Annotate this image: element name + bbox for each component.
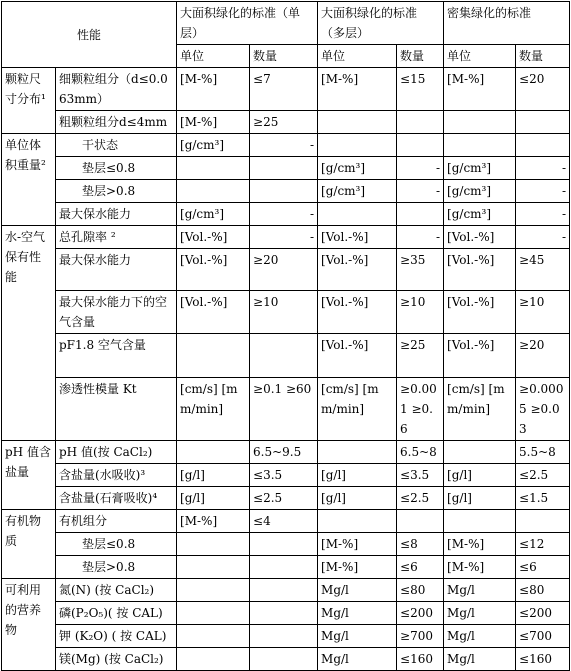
- unit-cell: [g/cm³]: [444, 180, 516, 203]
- unit-cell: [M-%]: [444, 556, 516, 579]
- table-row: [2, 378, 570, 441]
- quantity-cell: -: [516, 180, 570, 203]
- table-row: [2, 111, 570, 134]
- quantity-cell: ≤700: [516, 625, 570, 648]
- header-unit: 单位: [444, 45, 516, 68]
- unit-cell: [318, 134, 397, 157]
- unit-cell: [318, 441, 397, 464]
- unit-cell: [g/cm³]: [177, 134, 250, 157]
- quantity-cell: -: [516, 203, 570, 226]
- property-cell: 垫层>0.8: [56, 180, 177, 203]
- unit-cell: Mg/l: [318, 625, 397, 648]
- property-cell: 最大保水能力下的空气含量: [56, 291, 177, 334]
- quantity-cell: ≥0.001 ≥0.6: [397, 378, 444, 441]
- quantity-cell: ≥700: [397, 625, 444, 648]
- table-row: [2, 556, 570, 579]
- unit-cell: [g/cm³]: [177, 203, 250, 226]
- unit-cell: [g/l]: [444, 464, 516, 487]
- quantity-cell: ≤6: [516, 556, 570, 579]
- quantity-cell: ≤7: [250, 68, 318, 111]
- quantity-cell: ≤1.5: [516, 487, 570, 510]
- unit-cell: Mg/l: [318, 602, 397, 625]
- category-cell: 颗粒尺寸分布¹: [2, 68, 56, 134]
- quantity-cell: ≤200: [397, 602, 444, 625]
- unit-cell: [M-%]: [318, 68, 397, 111]
- category-cell: pH 值含盐量: [2, 441, 56, 510]
- unit-cell: [M-%]: [318, 556, 397, 579]
- category-cell: 可利用的营养物: [2, 579, 56, 671]
- property-cell: 垫层≤0.8: [56, 533, 177, 556]
- unit-cell: [cm/s] [mm/min]: [444, 378, 516, 441]
- property-cell: 钾 (K₂O) ( 按 CAL): [56, 625, 177, 648]
- quantity-cell: ≥20: [516, 334, 570, 378]
- property-cell: 含盐量(水吸收)³: [56, 464, 177, 487]
- standards-table: [1, 1, 570, 671]
- property-cell: 磷(P₂O₅)( 按 CAL): [56, 602, 177, 625]
- unit-cell: [Vol.-%]: [444, 226, 516, 249]
- quantity-cell: ≥25: [397, 334, 444, 378]
- quantity-cell: [516, 134, 570, 157]
- unit-cell: [177, 157, 250, 180]
- unit-cell: [Vol.-%]: [177, 291, 250, 334]
- property-cell: 总孔隙率 ²: [56, 226, 177, 249]
- quantity-cell: ≥10: [397, 291, 444, 334]
- unit-cell: [177, 625, 250, 648]
- unit-cell: [Vol.-%]: [318, 291, 397, 334]
- quantity-cell: ≥20: [250, 249, 318, 291]
- unit-cell: [318, 203, 397, 226]
- quantity-cell: ≤200: [516, 602, 570, 625]
- quantity-cell: ≥10: [250, 291, 318, 334]
- quantity-cell: [397, 111, 444, 134]
- unit-cell: [177, 441, 250, 464]
- quantity-cell: -: [250, 203, 318, 226]
- unit-cell: [Vol.-%]: [444, 249, 516, 291]
- header-group: 大面积绿化的标准（多层）: [318, 2, 444, 45]
- quantity-cell: 6.5~8: [397, 441, 444, 464]
- table-row: [2, 180, 570, 203]
- table-row: [2, 226, 570, 249]
- quantity-cell: [397, 203, 444, 226]
- header-unit: 单位: [177, 45, 250, 68]
- property-cell: 粗颗粒组分d≤4mm: [56, 111, 177, 134]
- property-cell: 细颗粒组分（d≤0.063mm）: [56, 68, 177, 111]
- property-cell: 镁(Mg) (按 CaCl₂): [56, 648, 177, 671]
- unit-cell: [Vol.-%]: [177, 249, 250, 291]
- quantity-cell: ≤160: [397, 648, 444, 671]
- unit-cell: [444, 441, 516, 464]
- unit-cell: [177, 579, 250, 602]
- table-row: [2, 533, 570, 556]
- unit-cell: [Vol.-%]: [177, 226, 250, 249]
- quantity-cell: [397, 510, 444, 533]
- unit-cell: [444, 111, 516, 134]
- unit-cell: [g/cm³]: [318, 157, 397, 180]
- header-property: 性能: [2, 2, 177, 68]
- quantity-cell: ≤8: [397, 533, 444, 556]
- quantity-cell: ≤3.5: [397, 464, 444, 487]
- unit-cell: Mg/l: [318, 579, 397, 602]
- quantity-cell: -: [397, 180, 444, 203]
- quantity-cell: ≤12: [516, 533, 570, 556]
- header-unit: 单位: [318, 45, 397, 68]
- unit-cell: [g/cm³]: [318, 180, 397, 203]
- unit-cell: [177, 180, 250, 203]
- unit-cell: [177, 602, 250, 625]
- category-cell: 单位体积重量²: [2, 134, 56, 226]
- quantity-cell: ≥0.1 ≥60: [250, 378, 318, 441]
- property-cell: 含盐量(石膏吸收)⁴: [56, 487, 177, 510]
- quantity-cell: [250, 625, 318, 648]
- quantity-cell: [516, 111, 570, 134]
- quantity-cell: -: [250, 134, 318, 157]
- unit-cell: [Vol.-%]: [318, 249, 397, 291]
- table-row: [2, 68, 570, 111]
- property-cell: 垫层>0.8: [56, 556, 177, 579]
- quantity-cell: [250, 602, 318, 625]
- quantity-cell: ≤80: [397, 579, 444, 602]
- unit-cell: [g/l]: [318, 487, 397, 510]
- unit-cell: [g/cm³]: [444, 203, 516, 226]
- unit-cell: [177, 533, 250, 556]
- unit-cell: [g/l]: [318, 464, 397, 487]
- quantity-cell: ≤3.5: [250, 464, 318, 487]
- quantity-cell: ≤4: [250, 510, 318, 533]
- quantity-cell: ≥45: [516, 249, 570, 291]
- header-group: 密集绿化的标准: [444, 2, 570, 45]
- unit-cell: [g/l]: [177, 464, 250, 487]
- quantity-cell: -: [250, 226, 318, 249]
- quantity-cell: ≥25: [250, 111, 318, 134]
- property-cell: 最大保水能力: [56, 249, 177, 291]
- unit-cell: [g/l]: [444, 487, 516, 510]
- unit-cell: [M-%]: [318, 533, 397, 556]
- quantity-cell: ≤2.5: [516, 464, 570, 487]
- table-row: [2, 134, 570, 157]
- quantity-cell: 6.5~9.5: [250, 441, 318, 464]
- property-cell: pH 值(按 CaCl₂): [56, 441, 177, 464]
- unit-cell: [Vol.-%]: [318, 334, 397, 378]
- quantity-cell: ≤6: [397, 556, 444, 579]
- table-row: [2, 464, 570, 487]
- unit-cell: [Vol.-%]: [444, 334, 516, 378]
- quantity-cell: ≤80: [516, 579, 570, 602]
- table-row: [2, 602, 570, 625]
- quantity-cell: [250, 533, 318, 556]
- unit-cell: [Vol.-%]: [318, 226, 397, 249]
- quantity-cell: -: [397, 157, 444, 180]
- unit-cell: [M-%]: [177, 510, 250, 533]
- property-cell: 干状态: [56, 134, 177, 157]
- unit-cell: [cm/s] [mm/min]: [177, 378, 250, 441]
- quantity-cell: [250, 180, 318, 203]
- property-cell: 垫层≤0.8: [56, 157, 177, 180]
- unit-cell: [177, 648, 250, 671]
- quantity-cell: ≤2.5: [250, 487, 318, 510]
- table-row: [2, 510, 570, 533]
- property-cell: 最大保水能力: [56, 203, 177, 226]
- property-cell: pF1.8 空气含量: [56, 334, 177, 378]
- property-cell: 有机组分: [56, 510, 177, 533]
- quantity-cell: [397, 134, 444, 157]
- unit-cell: [177, 556, 250, 579]
- quantity-cell: [250, 157, 318, 180]
- header-quantity: 数量: [397, 45, 444, 68]
- quantity-cell: [516, 510, 570, 533]
- unit-cell: [M-%]: [444, 68, 516, 111]
- unit-cell: [M-%]: [177, 111, 250, 134]
- quantity-cell: [250, 334, 318, 378]
- quantity-cell: ≤15: [397, 68, 444, 111]
- table-row: [2, 157, 570, 180]
- table-row: [2, 291, 570, 334]
- unit-cell: [Vol.-%]: [444, 291, 516, 334]
- property-cell: 氮(N) (按 CaCl₂): [56, 579, 177, 602]
- unit-cell: [444, 134, 516, 157]
- unit-cell: Mg/l: [444, 625, 516, 648]
- table-row: [2, 648, 570, 671]
- table-row: [2, 625, 570, 648]
- unit-cell: [M-%]: [177, 68, 250, 111]
- quantity-cell: ≤2.5: [397, 487, 444, 510]
- quantity-cell: ≤160: [516, 648, 570, 671]
- quantity-cell: [250, 579, 318, 602]
- header-quantity: 数量: [250, 45, 318, 68]
- category-cell: 水-空气保有性能: [2, 226, 56, 441]
- property-cell: 渗透性模量 Kt: [56, 378, 177, 441]
- table-row: [2, 249, 570, 291]
- unit-cell: [g/cm³]: [444, 157, 516, 180]
- unit-cell: Mg/l: [444, 648, 516, 671]
- table-row: [2, 579, 570, 602]
- quantity-cell: [250, 648, 318, 671]
- header-quantity: 数量: [516, 45, 570, 68]
- unit-cell: [cm/s] [mm/min]: [318, 378, 397, 441]
- unit-cell: Mg/l: [318, 648, 397, 671]
- table-row: [2, 441, 570, 464]
- quantity-cell: -: [516, 157, 570, 180]
- unit-cell: Mg/l: [444, 579, 516, 602]
- table-row: [2, 334, 570, 378]
- quantity-cell: [250, 556, 318, 579]
- category-cell: 有机物质: [2, 510, 56, 579]
- quantity-cell: -: [397, 226, 444, 249]
- unit-cell: [318, 111, 397, 134]
- unit-cell: Mg/l: [444, 602, 516, 625]
- unit-cell: [M-%]: [444, 533, 516, 556]
- quantity-cell: 5.5~8: [516, 441, 570, 464]
- quantity-cell: ≥0.0005 ≥0.03: [516, 378, 570, 441]
- quantity-cell: ≥35: [397, 249, 444, 291]
- header-group: 大面积绿化的标准（单层）: [177, 2, 318, 45]
- unit-cell: [444, 510, 516, 533]
- quantity-cell: -: [516, 226, 570, 249]
- table-row: [2, 487, 570, 510]
- table-row: [2, 203, 570, 226]
- quantity-cell: ≤20: [516, 68, 570, 111]
- unit-cell: [g/l]: [177, 487, 250, 510]
- unit-cell: [177, 334, 250, 378]
- unit-cell: [318, 510, 397, 533]
- quantity-cell: ≥10: [516, 291, 570, 334]
